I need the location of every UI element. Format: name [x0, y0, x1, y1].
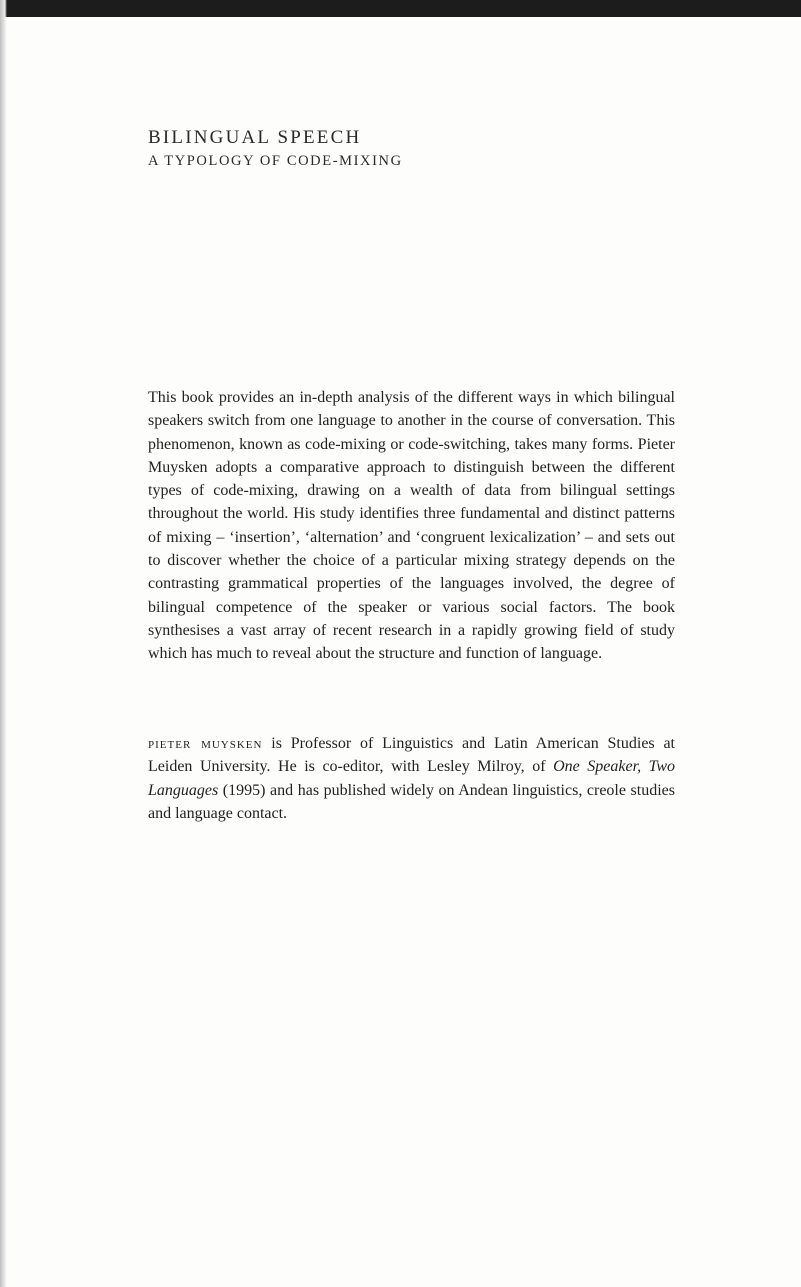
author-name: pieter muysken [148, 735, 263, 752]
book-description: This book provides an in-depth analysis of the different ways in which bilingual speakers switch from one language to another in the course of conversation. This phenomenon, known as code-mixing or code-switching, takes many forms. Pieter Muysken adopts a comparative approach to distinguish between the different types of code-mixing, drawing on a wealth of data from bilingual settings throughout the world. His study identifies three fundamental and distinct patterns of mixing – ‘insertion’, ‘alternation’ and ‘congruent lexicalization’ – and sets out to discover whether the choice of a particular mixing strategy depends on the contrasting grammatical properties of the languages involved, the degree of bilingual competence of the speaker or various social factors. The book synthesises a vast array of recent research in a rapidly growing field of study which has much to reveal about the structure and function of language. [148, 389, 675, 663]
bio-text-part-2: (1995) and has published widely on Andean linguistics, creole studies and language contact. [148, 781, 675, 822]
scan-left-edge [0, 0, 7, 1287]
book-title: BILINGUAL SPEECH [148, 127, 362, 148]
scan-top-edge [0, 0, 801, 17]
author-bio [148, 732, 675, 825]
bio-text-part-1: is Professor of Linguistics and Latin American Studies at Leiden University. He is co-editor, with Lesley Milroy, of [148, 735, 675, 776]
related-book-title: One Speaker, Two Languages [148, 758, 675, 799]
title-block [148, 126, 708, 172]
book-subtitle: A TYPOLOGY OF CODE-MIXING [148, 153, 403, 169]
